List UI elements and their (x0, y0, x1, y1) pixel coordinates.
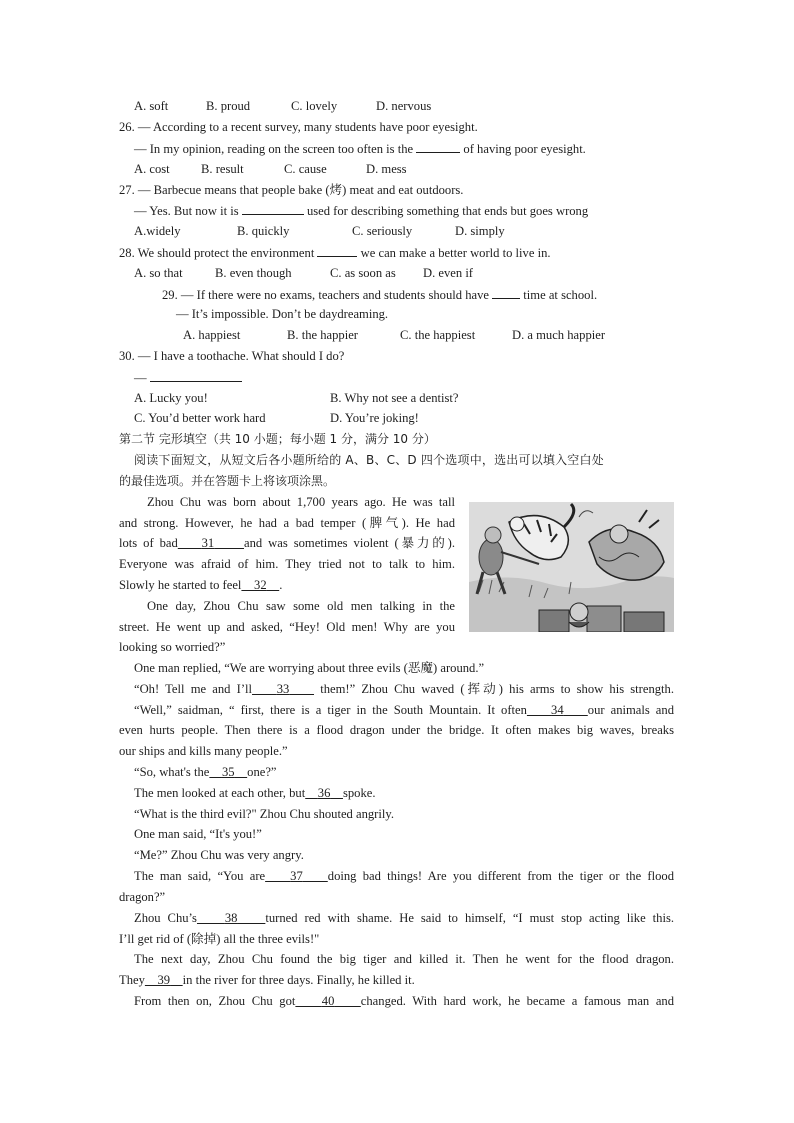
q30-option-d: D. You’re joking! (330, 411, 419, 425)
q25-option-b: B. proud (206, 99, 251, 113)
section-heading: 第二节 完形填空（共 10 小题；每小题 1 分，满分 10 分） (119, 432, 436, 446)
q29-option-c: C. the happiest (400, 328, 476, 342)
blank-39: 39 (157, 973, 171, 987)
q29-reply: — It’s impossible. Don’t be daydreaming. (176, 307, 389, 321)
q27-option-a: A.widely (134, 224, 181, 238)
passage-p8: One man said, “It's you!” (134, 827, 262, 841)
passage-p9: “Me?” Zhou Chu was very angry. (134, 848, 304, 862)
q27-blank (242, 200, 304, 215)
q28-question: 28. We should protect the environment we can make a better world to live in. (119, 242, 551, 264)
q26-question: 26. — According to a recent survey, many students have poor eyesight. (119, 120, 478, 134)
passage-p11-line2: I’ll get rid of (除掉) all the three evils!" (119, 932, 320, 946)
q27-reply: — Yes. But now it is used for describing something that ends but goes wrong (134, 200, 588, 222)
q26-option-c: C. cause (284, 162, 327, 176)
passage-p1-line5: Slowly he started to feel 32 . (119, 578, 283, 592)
blank-38: 38 (224, 911, 238, 925)
q30-option-a: A. Lucky you! (134, 391, 208, 405)
q25-option-c: C. lovely (291, 99, 338, 113)
blank-34: 34 (551, 703, 564, 717)
passage-p5: “So, what's the 35 one?” (134, 765, 277, 779)
q30-question: 30. — I have a toothache. What should I do? (119, 349, 345, 363)
blank-36: 36 (317, 786, 331, 800)
blank-33: 33 (276, 682, 290, 696)
q26-reply: — In my opinion, reading on the screen too often is the of having poor eyesight. (134, 138, 586, 160)
q27-option-d: D. simply (455, 224, 505, 238)
section-instruction-2: 的最佳选项。并在答题卡上将该项涂黑。 (119, 474, 336, 488)
blank-32: 32 (254, 578, 267, 592)
blank-35: 35 (221, 765, 235, 779)
passage-p2-line3: looking so worried?” (119, 640, 226, 654)
passage-p1-line2: and strong. However, he had a bad temper (脾气). He had (119, 516, 455, 530)
passage-p13-line1: From then on, Zhou Chu got 40 changed. With hard work, he became a famous man and (134, 994, 675, 1008)
q26-option-d: D. mess (366, 162, 407, 176)
q29-option-b: B. the happier (287, 328, 358, 342)
blank-40: 40 (321, 994, 335, 1008)
q30-reply: — (134, 367, 242, 389)
q28-option-d: D. even if (423, 266, 474, 280)
passage-p1-line3: lots of bad 31 and was sometimes violent (暴力的). (119, 536, 456, 550)
passage-p11-line1: Zhou Chu’s 38 turned red with shame. He said to himself, “I must stop acting like this. (134, 911, 674, 925)
passage-p10-line1: The man said, “You are 37 doing bad things! Are you different from the tiger or the flood (134, 869, 675, 883)
blank-37: 37 (290, 869, 303, 883)
q26-option-b: B. result (201, 162, 244, 176)
q25-option-d: D. nervous (376, 99, 432, 113)
q30-option-c: C. You’d better work hard (134, 411, 266, 425)
q29-question: 29. — If there were no exams, teachers and students should have time at school. (162, 284, 597, 306)
passage-p4-line2: “Well,” saidman, “ first, there is a tiger in the South Mountain. It often 34 our animals and (134, 703, 674, 717)
q27-option-c: C. seriously (352, 224, 413, 238)
passage-p7: “What is the third evil?" Zhou Chu shouted angrily. (134, 807, 394, 821)
q28-option-b: B. even though (215, 266, 292, 280)
section-instruction-1: 阅读下面短文，从短文后各小题所给的 A、B、C、D 四个选项中，选出可以填入空白处 (134, 453, 604, 467)
q30-option-b: B. Why not see a dentist? (330, 391, 459, 405)
zhou-chu-illustration (469, 502, 674, 632)
passage-p10-line2: dragon?” (119, 890, 166, 904)
passage-p3: One man replied, “We are worrying about three evils (恶魔) around.” (134, 661, 485, 675)
passage-p1-line4: Everyone was afraid of him. They tried not to talk to him. (119, 557, 455, 571)
q28-option-a: A. so that (134, 266, 183, 280)
q28-option-c: C. as soon as (330, 266, 396, 280)
q27-question: 27. — Barbecue means that people bake (烤) meat and eat outdoors. (119, 183, 464, 197)
q29-blank (492, 284, 520, 299)
passage-p12-line1: The next day, Zhou Chu found the big tiger and killed it. Then he went for the flood dragon. (134, 952, 674, 966)
passage-p6: The men looked at each other, but 36 spoke. (134, 786, 376, 800)
passage-p1-line1: Zhou Chu was born about 1,700 years ago. He was tall (147, 495, 455, 509)
passage-p4-line3: even hurts people. Then there is a flood dragon under the bridge. It often makes big waves, breaks (119, 723, 674, 737)
q29-option-d: D. a much happier (512, 328, 606, 342)
passage-p2-line1: One day, Zhou Chu saw some old men talking in the (147, 599, 455, 613)
q26-blank (416, 138, 460, 153)
q27-option-b: B. quickly (237, 224, 290, 238)
q26-option-a: A. cost (134, 162, 170, 176)
q29-option-a: A. happiest (183, 328, 241, 342)
q30-blank (150, 367, 242, 382)
passage-p4-line1: “Oh! Tell me and I’ll 33 them!” Zhou Chu waved (挥动) his arms to show his strength. (134, 682, 675, 696)
passage-p12-line2: They 39 in the river for three days. Finally, he killed it. (119, 973, 415, 987)
passage-p2-line2: street. He went up and asked, “Hey! Old men! Why are you (119, 620, 455, 634)
passage-p4-line4: our ships and kills many people.” (119, 744, 288, 758)
illustration-drawing (469, 502, 674, 632)
q25-option-a: A. soft (134, 99, 169, 113)
q28-blank (317, 242, 357, 257)
blank-31: 31 (201, 536, 215, 550)
